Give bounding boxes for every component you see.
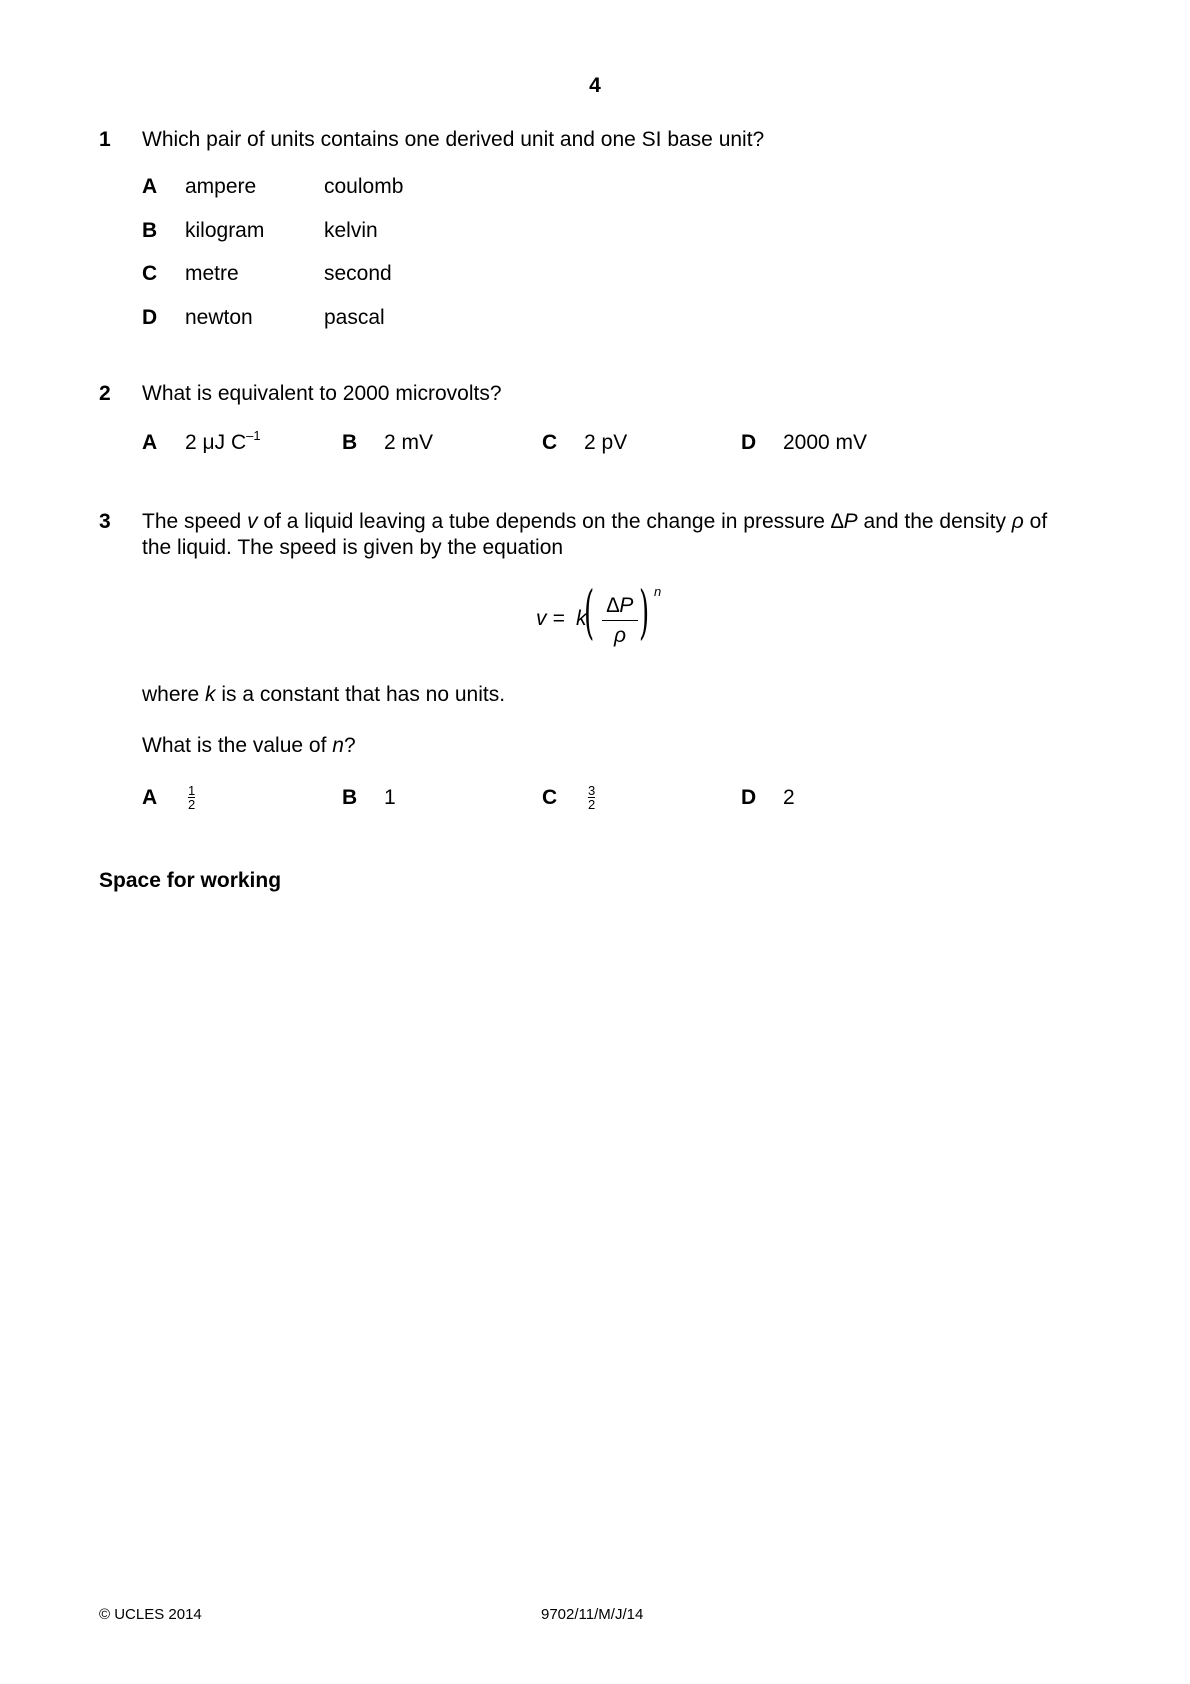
q1-option-letter: D [142, 306, 158, 329]
q3-var-n: n [332, 734, 344, 757]
q1-option-letter: C [142, 262, 158, 285]
q1-number: 1 [99, 128, 111, 151]
q3-var-delta-p: ∆P [830, 510, 858, 533]
q1-option-letter: A [142, 175, 158, 198]
q1-option-col2: pascal [324, 306, 385, 329]
q2-text: What is equivalent to 2000 microvolts? [142, 382, 502, 405]
q1-option-col1: newton [185, 306, 253, 329]
q3-option-a-fraction [188, 784, 195, 811]
q3-equation [536, 578, 676, 656]
equation-numerator: ∆P [606, 594, 634, 617]
footer-paper-code: 9702/11/M/J/14 [541, 1606, 644, 1623]
q3-option-c-fraction [588, 784, 595, 811]
q1-option-col1: kilogram [185, 219, 265, 242]
q3-option-letter: C [542, 786, 558, 809]
q3-text-span: of [1023, 510, 1048, 533]
q3-line2: the liquid. The speed is given by the equation [142, 536, 564, 559]
equation-lhs: v = [536, 607, 565, 630]
q2-option-value [185, 428, 261, 455]
q1-option-col1: ampere [185, 175, 257, 198]
q2-option-letter: C [542, 431, 558, 454]
q2-option-value: 2000 mV [783, 431, 868, 454]
q3-text-span: where [142, 683, 206, 706]
footer-copyright: © UCLES 2014 [99, 1606, 202, 1623]
space-for-working-heading: Space for working [99, 869, 282, 892]
q3-option-letter: A [142, 786, 158, 809]
fraction-denominator: 2 [188, 797, 196, 812]
q3-option-value: 1 [384, 786, 396, 809]
q2-option-letter: B [342, 431, 358, 454]
page-number: 4 [589, 74, 601, 97]
equation-right-paren: ) [639, 578, 650, 646]
q3-var-k: k [205, 683, 216, 706]
equation-denominator: ρ [613, 624, 627, 647]
q3-question-line [142, 734, 356, 758]
q2-option-a-superscript: –1 [246, 428, 261, 443]
q2-option-letter: A [142, 431, 158, 454]
q3-var-v: v [247, 510, 258, 533]
q3-option-letter: B [342, 786, 358, 809]
q2-option-letter: D [741, 431, 757, 454]
q1-option-letter: B [142, 219, 158, 242]
fraction-numerator: 3 [588, 783, 596, 798]
q1-option-col2: coulomb [324, 175, 404, 198]
equation-left-paren: ( [584, 578, 595, 646]
fraction-denominator: 2 [588, 797, 596, 812]
q3-text-span: The speed [142, 510, 248, 533]
q3-text-span: is a constant that has no units. [215, 683, 506, 706]
q1-text: Which pair of units contains one derived unit and one SI base unit? [142, 128, 765, 151]
q3-text-span: of a liquid leaving a tube depends on the change in pressure [257, 510, 831, 533]
q1-option-col2: kelvin [324, 219, 378, 242]
equation-constant-k: k [576, 607, 587, 630]
q3-option-value: 2 [783, 786, 795, 809]
fraction-numerator: 1 [188, 783, 196, 798]
q3-line1 [142, 510, 1047, 534]
q3-var-rho: ρ [1011, 510, 1024, 533]
q2-option-a-value: 2 μJ C [185, 431, 247, 454]
q3-text-span: ? [343, 734, 356, 757]
q2-option-value: 2 pV [584, 431, 628, 454]
q1-option-col1: metre [185, 262, 239, 285]
q2-option-value: 2 mV [384, 431, 434, 454]
q3-option-letter: D [741, 786, 757, 809]
q3-number: 3 [99, 510, 111, 533]
q1-option-col2: second [324, 262, 392, 285]
q2-number: 2 [99, 382, 111, 405]
q3-text-span: What is the value of [142, 734, 333, 757]
equation-fraction-bar [602, 620, 638, 621]
q3-text-span: and the density [857, 510, 1012, 533]
q3-where-line [142, 683, 505, 707]
equation-exponent: n [654, 584, 662, 599]
